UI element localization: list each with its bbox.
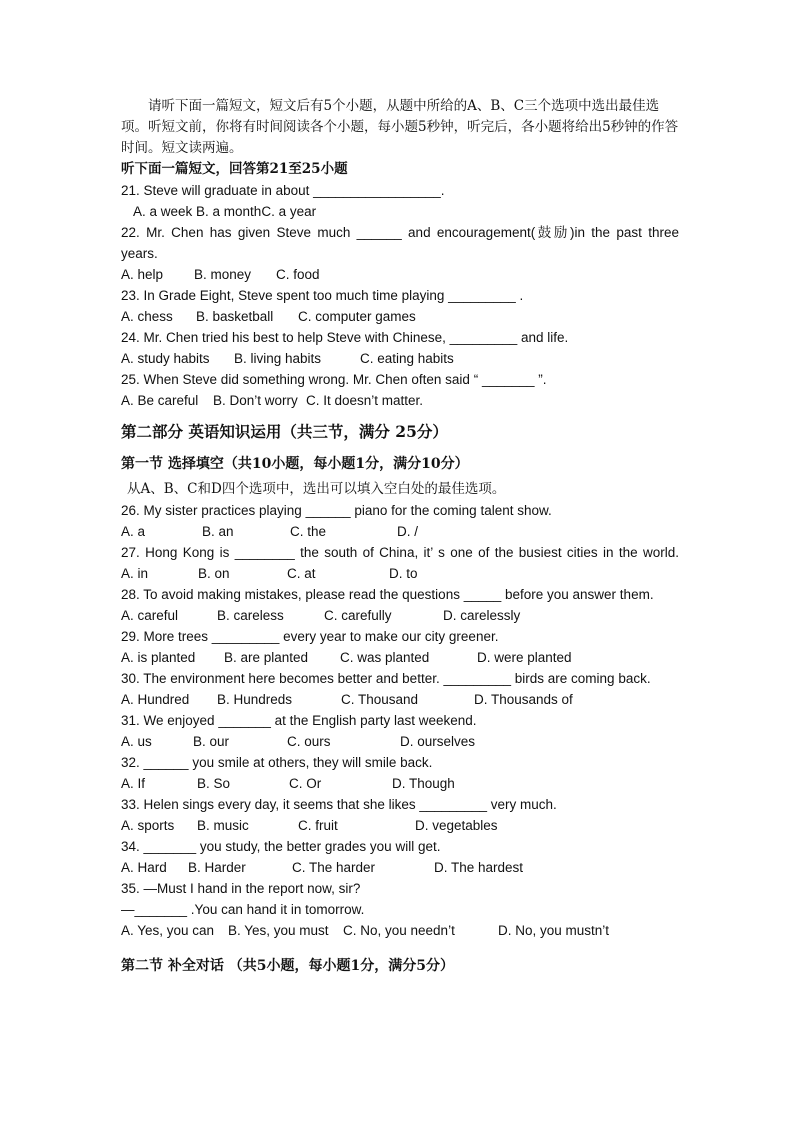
option-b: B. on <box>198 566 230 581</box>
option-a: A. a <box>121 524 146 539</box>
option-b: B. Yes, you must <box>228 923 329 938</box>
option-a: A. study habits <box>121 351 210 366</box>
option-d: D. vegetables <box>415 818 498 833</box>
option-a: A. Yes, you can <box>121 923 215 938</box>
option-c: C. Or <box>289 776 322 791</box>
section-one-title: 第一节 选择填空（共10小题，每小题1分，满分10分） <box>121 456 469 472</box>
option-b: B. living habits <box>234 351 322 366</box>
options-22 <box>121 264 679 285</box>
option-d: D. Thousands of <box>474 692 573 707</box>
options-35 <box>121 920 679 941</box>
option-d: D. were planted <box>477 650 572 665</box>
question-23: 23. In Grade Eight, Steve spent too much time playing _________ . <box>121 288 524 303</box>
options-26 <box>121 521 679 542</box>
question-26: 26. My sister practices playing ______ piano for the coming talent show. <box>121 503 552 518</box>
options-23 <box>121 306 679 327</box>
question-21: 21. Steve will graduate in about _________________. <box>121 183 445 198</box>
option-c: C. carefully <box>324 608 392 623</box>
option-b: B. Harder <box>188 860 246 875</box>
options-24 <box>121 348 679 369</box>
part-two-title: 第二部分 英语知识运用（共三节，满分 25分） <box>121 422 448 441</box>
question-35: 35. —Must I hand in the report now, sir? <box>121 881 361 896</box>
question-27: 27. Hong Kong is ________ the south of China, it’ s one of the busiest cities in the world. <box>121 545 679 560</box>
option-a: A. chess <box>121 309 173 324</box>
options-32 <box>121 773 679 794</box>
option-a: A. sports <box>121 818 175 833</box>
option-c: C. the <box>290 524 327 539</box>
section-two-title: 第二节 补全对话 （共5小题，每小题1分，满分5分） <box>121 958 454 974</box>
question-25: 25. When Steve did something wrong. Mr. Chen often said “ _______ ”. <box>121 372 547 387</box>
options-29 <box>121 647 679 668</box>
exam-page <box>121 96 679 981</box>
option-c: C. Thousand <box>341 692 419 707</box>
option-a: A. us <box>121 734 152 749</box>
option-a: A. If <box>121 776 146 791</box>
option-b: B. an <box>202 524 234 539</box>
question-28: 28. To avoid making mistakes, please read the questions _____ before you answer them. <box>121 587 654 602</box>
option-d: D. to <box>389 566 418 581</box>
option-c: C. The harder <box>292 860 376 875</box>
option-b: B. Hundreds <box>217 692 293 707</box>
option-b: B. Don’t worry <box>213 393 298 408</box>
options-28 <box>121 605 679 626</box>
option-c: C. It doesn’t matter. <box>306 393 424 408</box>
option-a: A. Be careful <box>121 393 199 408</box>
option-b: B. music <box>197 818 249 833</box>
option-a: A. is planted <box>121 650 196 665</box>
option-c: C. No, you needn’t <box>343 923 455 938</box>
options-31 <box>121 731 679 752</box>
option-d: D. ourselves <box>400 734 476 749</box>
option-c: C. was planted <box>340 650 430 665</box>
option-d: D. Though <box>392 776 455 791</box>
option-c: C. eating habits <box>360 351 454 366</box>
option-b: B. basketball <box>196 309 274 324</box>
option-c: C. at <box>287 566 316 581</box>
option-b: B. careless <box>217 608 284 623</box>
question-31: 31. We enjoyed _______ at the English party last weekend. <box>121 713 477 728</box>
option-a: A. in <box>121 566 149 581</box>
option-c: C. computer games <box>298 309 416 324</box>
options-33 <box>121 815 679 836</box>
options-30 <box>121 689 679 710</box>
listening-heading: 听下面一篇短文，回答第21至25小题 <box>121 161 348 177</box>
question-35-reply: —_______ .You can hand it in tomorrow. <box>121 902 365 917</box>
option-b: B. our <box>193 734 230 749</box>
option-a: A. Hard <box>121 860 167 875</box>
question-30: 30. The environment here becomes better and better. _________ birds are coming back. <box>121 671 651 686</box>
option-a: A. careful <box>121 608 179 623</box>
option-b: B. So <box>197 776 231 791</box>
question-34: 34. _______ you study, the better grades you will get. <box>121 839 441 854</box>
option-c: C. food <box>276 267 320 282</box>
option-b: B. money <box>194 267 252 282</box>
option-d: D. No, you mustn’t <box>498 923 610 938</box>
options-25 <box>121 390 679 411</box>
option-b: B. are planted <box>224 650 309 665</box>
listening-instructions: 请听下面一篇短文，短文后有5个小题，从题中所给的A、B、C三个选项中选出最佳选项。听短文前，你将有时间阅读各个小题，每小题5秒钟，听完后，各小题将给出5秒钟的作答时间。短文读两遍。 <box>121 98 679 156</box>
options-27 <box>121 563 679 584</box>
question-33: 33. Helen sings every day, it seems that she likes _________ very much. <box>121 797 557 812</box>
option-c: C. fruit <box>298 818 338 833</box>
option-d: D. / <box>397 524 419 539</box>
question-32: 32. ______ you smile at others, they will smile back. <box>121 755 433 770</box>
choice-questions <box>121 500 679 941</box>
option-c: C. ours <box>287 734 331 749</box>
option-a: A. help <box>121 267 164 282</box>
option-d: D. carelessly <box>443 608 521 623</box>
section-one-instruction: 从A、B、C和D四个选项中，选出可以填入空白处的最佳选项。 <box>127 481 506 497</box>
question-22: 22. Mr. Chen has given Steve much ______ and encouragement(鼓励)in the past three years. <box>121 225 679 261</box>
options-21: A. a week B. a monthC. a year <box>133 204 317 219</box>
listening-questions <box>121 180 679 411</box>
question-29: 29. More trees _________ every year to make our city greener. <box>121 629 499 644</box>
option-a: A. Hundred <box>121 692 190 707</box>
question-24: 24. Mr. Chen tried his best to help Steve with Chinese, _________ and life. <box>121 330 569 345</box>
option-d: D. The hardest <box>434 860 524 875</box>
options-34 <box>121 857 679 878</box>
